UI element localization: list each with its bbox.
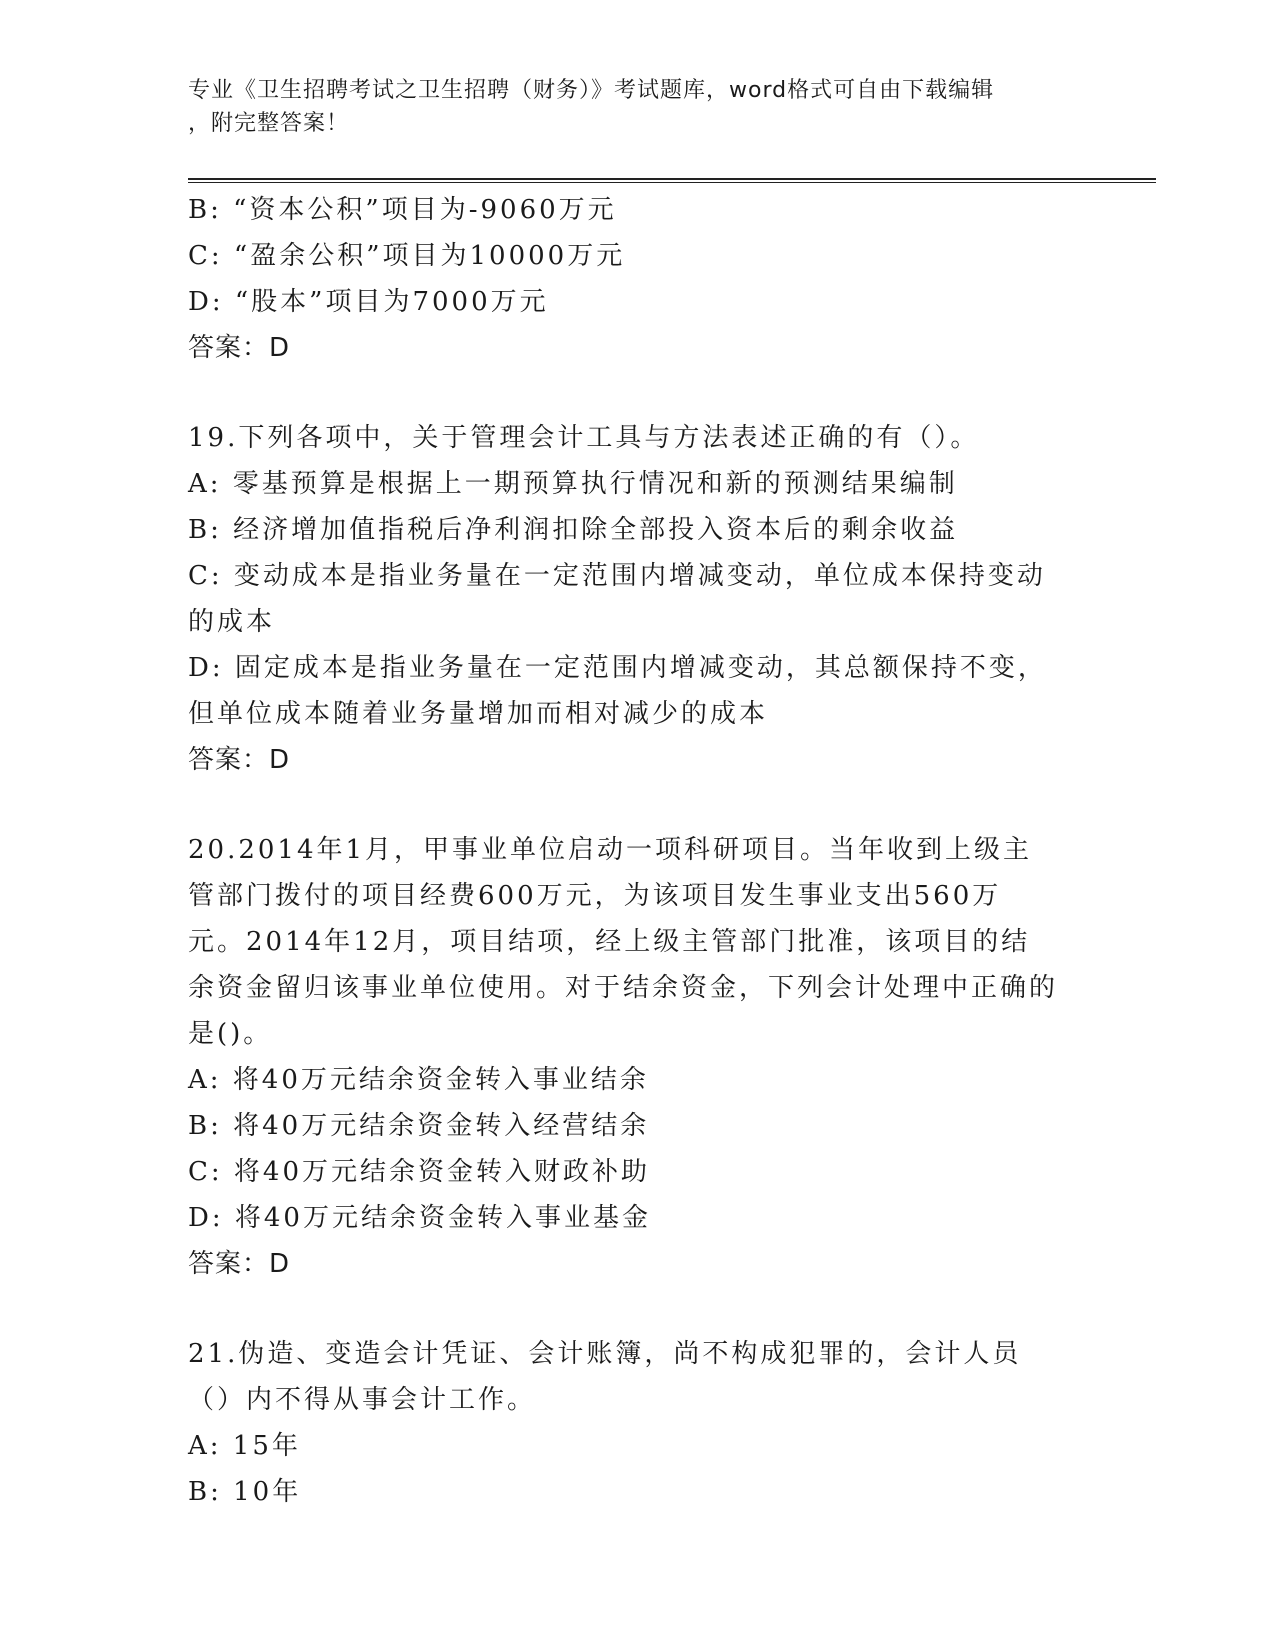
spacer <box>188 1287 1088 1331</box>
question-stem: 20.2014年1月，甲事业单位启动一项科研项目。当年收到上级主管部门拨付的项目经费600万元，为该项目发生事业支出560万元。2014年12月，项目结项，经上级主管部门批准，该项目的结余资金留归该事业单位使用。对于结余资金，下列会计处理中正确的是()。 <box>188 835 1059 1049</box>
document-header <box>188 74 1068 140</box>
option-b: B: 10年 <box>188 1477 302 1507</box>
header-divider-thick <box>188 178 1156 180</box>
option-d: D: “股本”项目为7000万元 <box>188 287 549 317</box>
header-line-1: 专业《卫生招聘考试之卫生招聘（财务）》考试题库，word格式可自由下载编辑 <box>188 78 995 103</box>
option-c: C: “盈余公积”项目为10000万元 <box>188 241 626 271</box>
question-stem: 21.伪造、变造会计凭证、会计账簿，尚不构成犯罪的，会计人员（）内不得从事会计工作。 <box>188 1339 1022 1415</box>
option-a: A: 零基预算是根据上一期预算执行情况和新的预测结果编制 <box>188 469 958 499</box>
option-b: B: 经济增加值指税后净利润扣除全部投入资本后的剩余收益 <box>188 515 959 545</box>
question-20 <box>188 827 1088 1287</box>
answer: 答案：D <box>188 745 291 775</box>
question-18-tail <box>188 187 1088 371</box>
spacer <box>188 783 1088 827</box>
option-c: C: 将40万元结余资金转入财政补助 <box>188 1157 651 1187</box>
option-b: B: “资本公积”项目为-9060万元 <box>188 195 617 225</box>
spacer <box>188 371 1088 415</box>
question-21 <box>188 1331 1088 1515</box>
option-d: D: 固定成本是指业务量在一定范围内增减变动，其总额保持不变，但单位成本随着业务量增加而相对减少的成本 <box>188 653 1047 729</box>
question-stem: 19.下列各项中，关于管理会计工具与方法表述正确的有（）。 <box>188 423 980 453</box>
answer: 答案：D <box>188 1249 291 1279</box>
header-line-2: ，附完整答案！ <box>188 111 350 136</box>
option-a: A: 15年 <box>188 1431 301 1461</box>
option-a: A: 将40万元结余资金转入事业结余 <box>188 1065 649 1095</box>
option-c: C: 变动成本是指业务量在一定范围内增减变动，单位成本保持变动的成本 <box>188 561 1046 637</box>
option-b: B: 将40万元结余资金转入经营结余 <box>188 1111 650 1141</box>
header-divider-thin <box>188 182 1156 183</box>
question-19 <box>188 415 1088 783</box>
option-d: D: 将40万元结余资金转入事业基金 <box>188 1203 651 1233</box>
answer: 答案：D <box>188 333 291 363</box>
question-list <box>188 187 1088 1515</box>
